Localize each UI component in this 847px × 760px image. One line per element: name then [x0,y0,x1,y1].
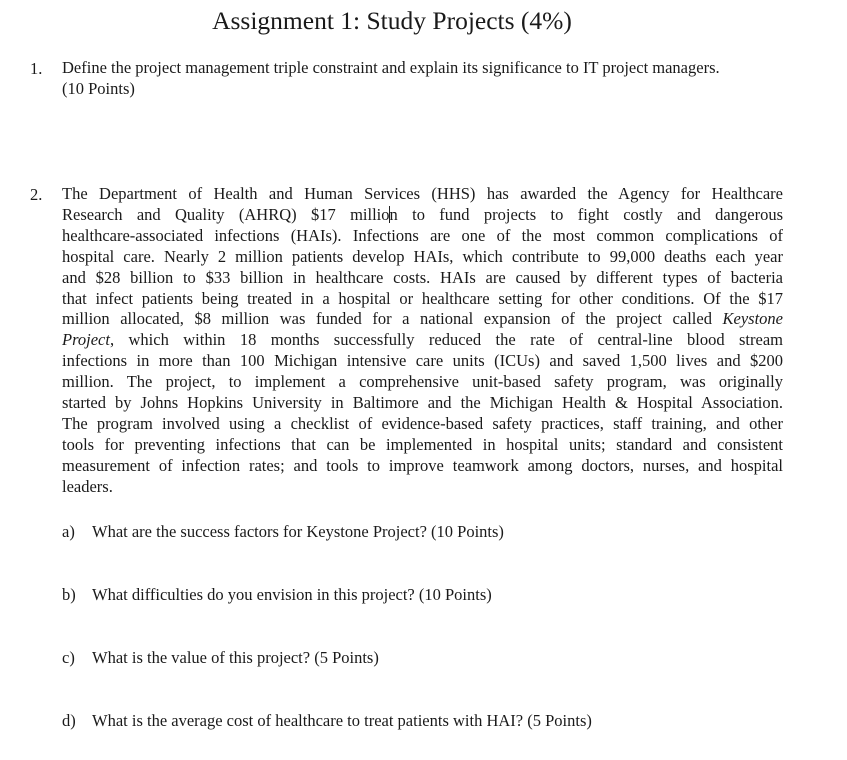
question-2-line-8-text: , which within 18 months successfully reduced the rate of central-line blood stream [109,330,783,350]
question-2-line-1: The Department of Health and Human Services (HHS) has awarded the Agency for Healthcare [62,184,783,203]
subquestion-d-text: What is the average cost of healthcare to treat patients with HAI? (5 Points) [92,711,592,730]
question-2-line-7-text: million allocated, $8 million was funded for a national expansion of the project called [62,309,723,329]
question-2-line-14: measurement of infection rates; and tools to improve teamwork among doctors, nurses, and hospital [62,455,783,475]
project-italic: Project [62,330,110,350]
subquestion-d [62,710,592,731]
subquestion-c-text: What is the value of this project? (5 Points) [92,648,379,667]
subquestion-a-text: What are the success factors for Keystone Project? (10 Points) [92,522,504,541]
question-2-line-4: hospital care. Nearly 2 million patients develop HAIs, which contribute to 99,000 deaths each year [62,246,783,266]
question-1-text [62,58,783,100]
question-1-line-2: (10 Points) [62,78,135,98]
question-2-line-2-rest: n to fund projects to fight costly and dangerous [389,204,783,224]
question-1-number: 1. [30,59,43,78]
question-2-line-12: The program involved using a checklist of evidence-based safety practices, staff training, and other [62,413,783,433]
question-2-number: 2. [30,185,43,204]
question-2-line-3: healthcare-associated infections (HAIs). Infections are one of the most common complications of [62,225,783,245]
question-1-line-1: Define the project management triple constraint and explain its significance to IT project managers. [62,58,720,77]
subquestion-b-label: b) [62,585,76,604]
question-2-line-13: tools for preventing infections that can be implemented in hospital units; standard and consistent [62,434,783,454]
question-2-line-15: leaders. [62,476,113,496]
question-2-line-5: and $28 billion to $33 billion in healthcare costs. HAIs are caused by different types of bacteria [62,267,783,287]
subquestion-b [62,584,492,605]
question-2-line-2-text: Research and Quality (AHRQ) $17 millio [62,204,390,224]
question-2-line-11: started by Johns Hopkins University in Baltimore and the Michigan Health & Hospital Association. [62,393,783,413]
question-2-paragraph [62,184,783,498]
document-title: Assignment 1: Study Projects (4%) [212,6,572,35]
subquestion-b-text: What difficulties do you envision in this project? (10 Points) [92,585,492,604]
subquestion-a [62,521,504,542]
subquestion-c-label: c) [62,648,75,667]
question-2-line-6: that infect patients being treated in a hospital or healthcare setting for other conditions. Of the $17 [62,288,783,308]
question-2-line-8 [62,330,783,351]
subquestion-a-label: a) [62,522,75,541]
subquestion-d-label: d) [62,711,76,730]
subquestion-c [62,647,379,668]
question-2-line-2 [62,205,783,226]
question-2-line-9: infections in more than 100 Michigan intensive care units (ICUs) and saved 1,500 lives and $200 [62,351,783,371]
question-2-line-7 [62,309,783,330]
question-2-line-10: million. The project, to implement a comprehensive unit-based safety program, was originally [62,372,783,392]
keystone-italic: Keystone [722,309,783,329]
